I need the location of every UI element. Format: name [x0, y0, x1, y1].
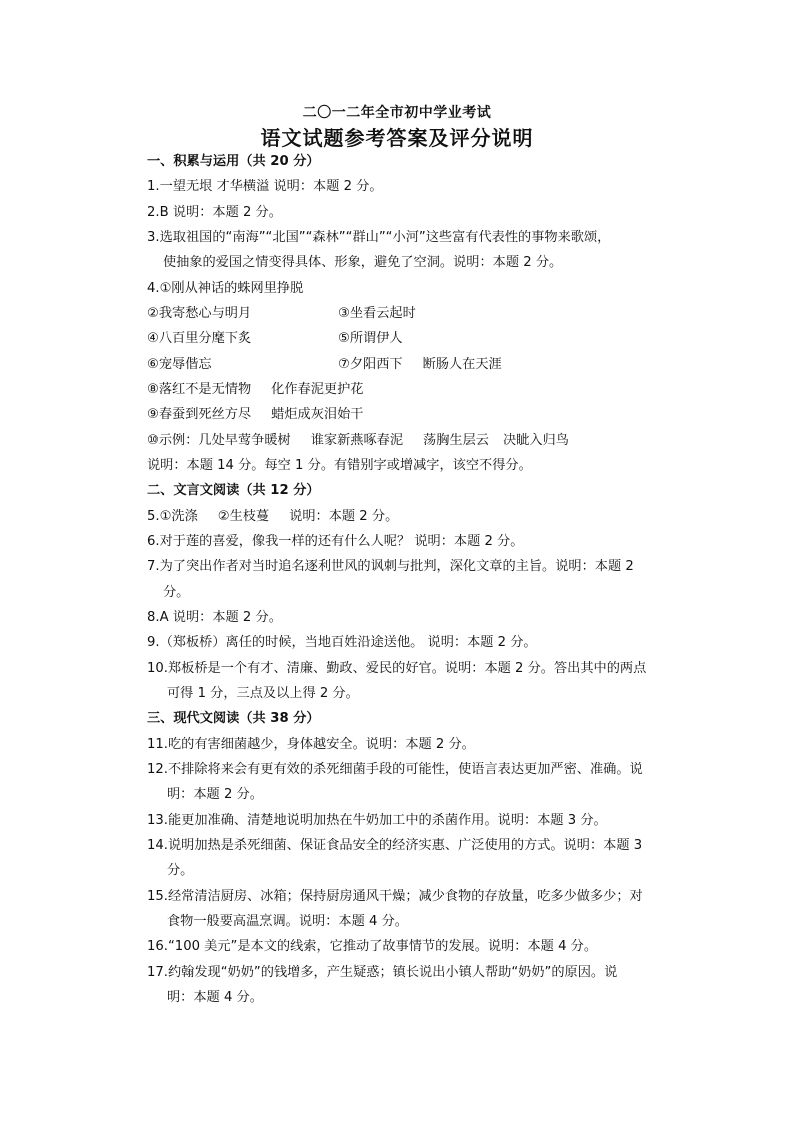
answer-q4-item10a: ⑩示例：几处早莺争暖树 [147, 433, 291, 448]
answer-q1: 1.一望无垠 才华横溢 说明：本题 2 分。 [147, 179, 383, 194]
answer-q4-item10d: 决眦入归鸟 [502, 433, 569, 448]
answer-q4-item8b: 化作春泥更护花 [271, 382, 364, 397]
answer-q12-line2: 明：本题 2 分。 [167, 787, 263, 802]
answer-q6: 6.对于莲的喜爱，像我一样的还有什么人呢？ 说明：本题 2 分。 [147, 534, 524, 549]
exam-subtitle: 二〇一二年全市初中学业考试 [302, 105, 492, 121]
answer-q4-item8a: ⑧落红不是无情物 [147, 382, 252, 397]
answer-q4-item1: 4.①刚从神话的蛛网里挣脱 [147, 281, 304, 296]
answer-q4-item9 [147, 406, 363, 424]
answer-q10-line2: 可得 1 分，三点及以上得 2 分。 [167, 686, 359, 701]
answer-q7-line2: 分。 [163, 585, 190, 600]
section-heading-2: 二、文言文阅读（共 12 分） [147, 483, 320, 498]
answer-q4-item8 [147, 381, 363, 399]
answer-q15-line2: 食物一般要高温烹调。说明：本题 4 分。 [167, 914, 408, 929]
answer-q3-line1: 3.选取祖国的“南海”“北国”“森林”“群山”“小河”这些富有代表性的事物来歌颂， [147, 230, 611, 245]
answer-q4-note: 说明：本题 14 分。每空 1 分。有错别字或增减字，该空不得分。 [147, 458, 532, 473]
answer-q14-line2: 分。 [167, 863, 194, 878]
answer-q5a: 5.①洗涤 [147, 509, 198, 524]
answer-q8: 8.A 说明：本题 2 分。 [147, 610, 282, 625]
answer-q4-item9b: 蜡炬成灰泪始干 [271, 407, 364, 422]
answer-q4-item10c: 荡胸生层云 [423, 433, 489, 448]
section-heading-1: 一、积累与运用（共 20 分） [147, 154, 320, 169]
answer-q3-line2: 使抽象的爱国之情变得具体、形象，避免了空洞。说明：本题 2 分。 [163, 255, 563, 270]
answer-q2: 2.B 说明：本题 2 分。 [147, 205, 282, 220]
answer-q10-line1: 10.郑板桥是一个有才、清廉、勤政、爱民的好官。说明：本题 2 分。答出其中的两点 [147, 661, 647, 676]
answer-q13: 13.能更加准确、清楚地说明加热在牛奶加工中的杀菌作用。说明：本题 3 分。 [147, 813, 607, 828]
answer-q17-line2: 明：本题 4 分。 [167, 990, 263, 1005]
answer-q11: 11.吃的有害细菌越少，身体越安全。说明：本题 2 分。 [147, 737, 475, 752]
answer-q4-item7a: ⑦夕阳西下 [338, 357, 403, 372]
answer-q4-item6: ⑥宠辱偕忘 [147, 357, 212, 372]
answer-q5 [147, 508, 398, 526]
answer-q4-item9a: ⑨春蚕到死丝方尽 [147, 407, 252, 422]
answer-q9: 9.（郑板桥）离任的时候，当地百姓沿途送他。 说明：本题 2 分。 [147, 635, 537, 650]
answer-q14-line1: 14.说明加热是杀死细菌、保证食品安全的经济实惠、广泛使用的方式。说明：本题 3 [147, 838, 643, 853]
answer-q4-item4: ④八百里分麾下炙 [147, 331, 252, 346]
answer-q4-item2: ②我寄愁心与明月 [147, 306, 252, 321]
answer-q12-line1: 12.不排除将来会有更有效的杀死细菌手段的可能性，使语言表达更加严密、准确。说 [147, 762, 643, 777]
answer-q4-item10 [147, 432, 569, 450]
answer-q17-line1: 17.约翰发现“奶奶”的钱增多，产生疑惑；镇长说出小镇人帮助“奶奶”的原因。说 [147, 965, 618, 980]
answer-q4-item10b: 谁家新燕啄春泥 [310, 433, 404, 448]
answer-q16: 16.“100 美元”是本文的线索，它推动了故事情节的发展。说明：本题 4 分。 [147, 939, 598, 954]
answer-q4-item3: ③坐看云起时 [338, 306, 416, 321]
document-title: 语文试题参考答案及评分说明 [260, 126, 534, 150]
answer-q7-line1: 7.为了突出作者对当时追名逐利世风的讽刺与批判，深化文章的主旨。说明：本题 2 [147, 559, 634, 574]
section-heading-3: 三、现代文阅读（共 38 分） [147, 711, 320, 726]
answer-q4-item5: ⑤所谓伊人 [338, 331, 403, 346]
answer-q15-line1: 15.经常清洁厨房、冰箱；保持厨房通风干燥；减少食物的存放量，吃多少做多少；对 [147, 889, 643, 904]
answer-q5b: ②生枝蔓 [217, 509, 270, 524]
answer-q4-item7b: 断肠人在天涯 [422, 357, 502, 372]
answer-q4-item7 [338, 356, 502, 374]
answer-q5c: 说明：本题 2 分。 [289, 509, 399, 524]
